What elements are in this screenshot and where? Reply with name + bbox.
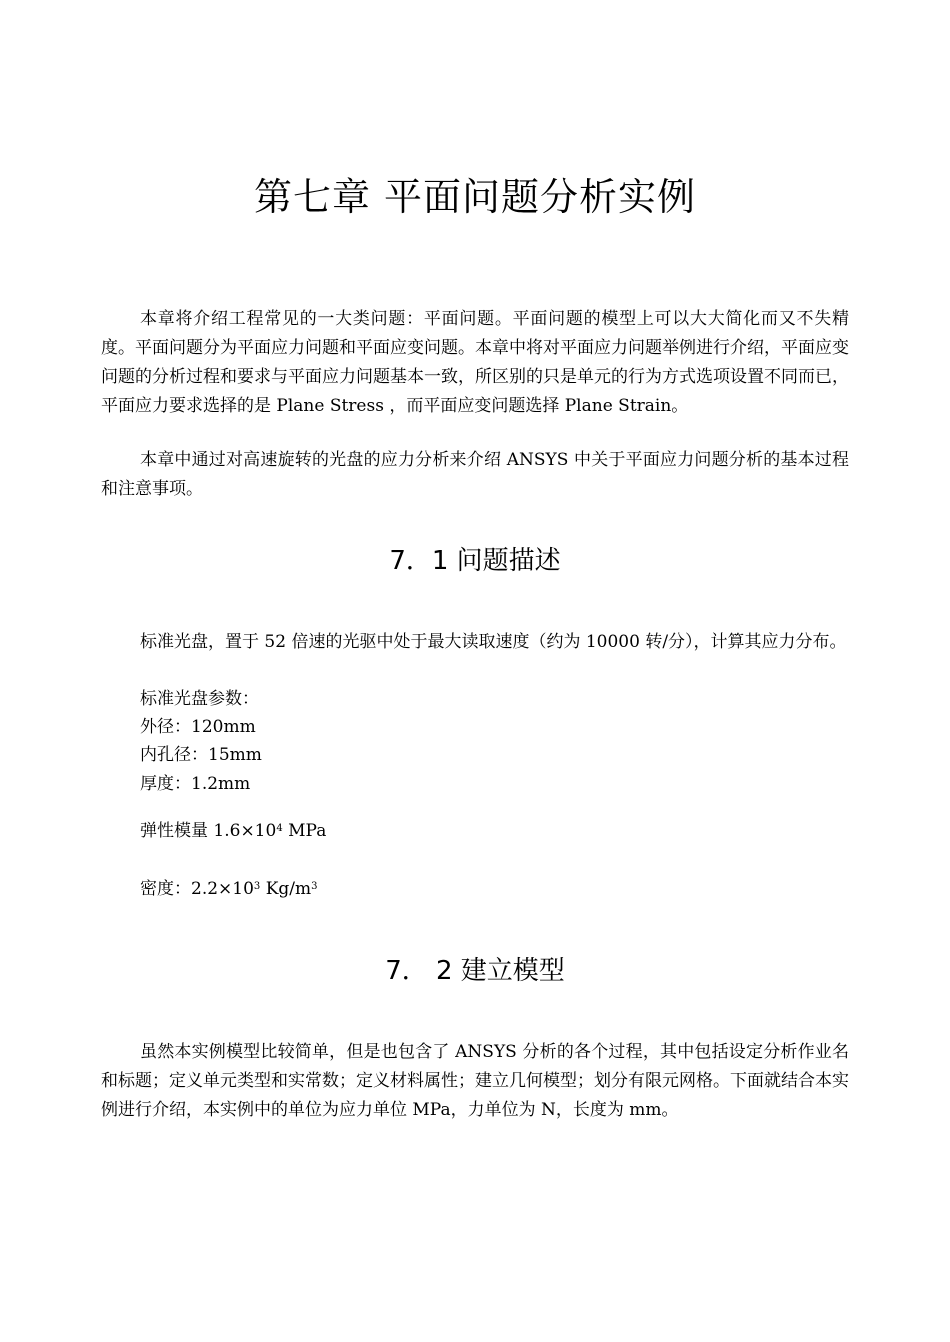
section-2-paragraph: 虽然本实例模型比较简单，但是也包含了 ANSYS 分析的各个过程，其中包括设定分析作业名和标题；定义单元类型和实常数；定义材料属性；建立几何模型；划分有限元网格。下面就结合本实例进行介绍，本实例中的单位为应力单位 MPa，力单位为 N，长度为 mm。 [101,1042,849,1120]
elastic-modulus-exponent: 4 [276,823,283,834]
elastic-modulus-value: 弹性模量 1.6×10 [140,821,277,841]
elastic-modulus-unit: MPa [282,821,327,841]
intro-paragraph-2: 本章中通过对高速旋转的光盘的应力分析来介绍 ANSYS 中关于平面应力问题分析的基本过程和注意事项。 [101,450,849,499]
section-2-title: 7． 2 建立模型 [385,956,565,986]
density-exponent: 3 [253,881,261,892]
chapter-title: 第七章 平面问题分析实例 [253,175,697,219]
inner-hole-diameter: 内孔径：15mm [140,745,262,765]
density-unit-exponent: 3 [311,881,318,892]
intro-paragraph-1: 本章将介绍工程常见的一大类问题：平面问题。平面问题的模型上可以大大简化而又不失精度。平面问题分为平面应力问题和平面应变问题。本章中将对平面应力问题举例进行介绍，平面应变问题的分析过程和要求与平面应力问题基本一致，所区别的只是单元的行为方式选项设置不同而已，平面应力要求选择的是 Plane Stress ，而平面应变问题选择 Plane Strain。 [101,309,849,416]
density [140,873,318,903]
density-value: 密度：2.2×10 [140,879,254,899]
thickness: 厚度：1.2mm [140,774,251,794]
elastic-modulus [140,815,326,845]
density-unit: Kg/m [260,879,312,899]
disc-params-label: 标准光盘参数： [140,689,259,709]
section-1-paragraph: 标准光盘，置于 52 倍速的光驱中处于最大读取速度（约为 10000 转/分），计算其应力分布。 [140,632,847,652]
section-1-title: 7．1 问题描述 [389,546,561,576]
outer-diameter: 外径：120mm [140,717,256,737]
